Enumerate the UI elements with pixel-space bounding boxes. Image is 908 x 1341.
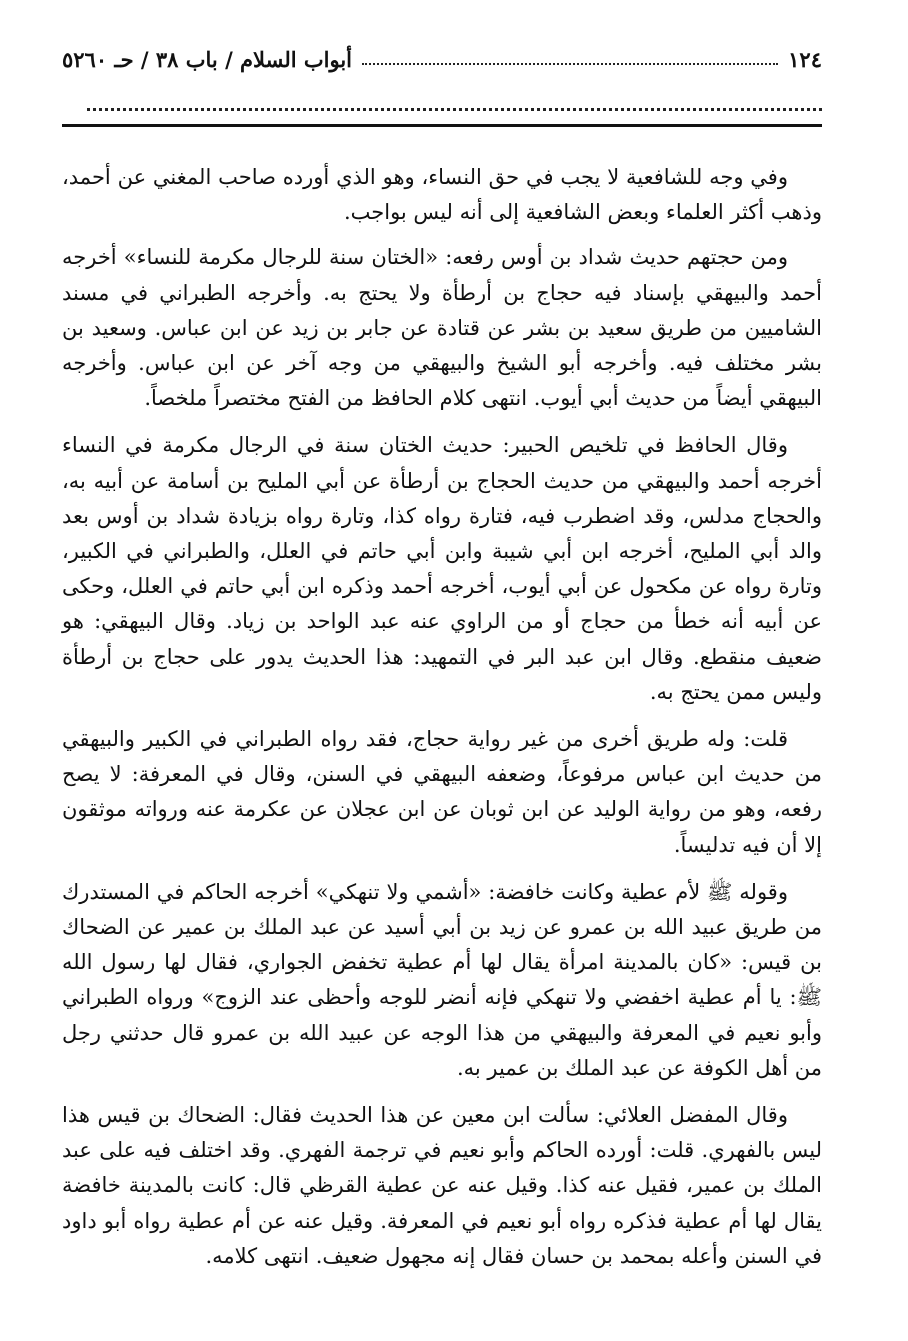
paragraph: وقال الحافظ في تلخيص الحبير: حديث الختان سنة في الرجال مكرمة في النساء أخرجه أحمد والبيهقي من حديث الحجاج بن أرطأة عن أبي المليح بن أسامة عن أبيه به، والحجاج مدلس، وقد اضطرب فيه، فتارة رواه كذا، وتارة رواه بزيادة شداد بن أوس بعد والد أبي المليح، أخرجه ابن أبي شيبة وابن أبي حاتم في العلل، والطبراني في الكبير، وتارة رواه عن مكحول عن أبي أيوب، أخرجه أحمد وذكره ابن أبي حاتم في العلل، وحكى عن أبيه أنه خطأ من حجاج أو من الراوي عنه عبد الواحد بن زياد. وقال البيهقي: هو ضعيف منقطع. وقال ابن عبد البر في التمهيد: هذا الحديث يدور على حجاج بن أرطأة وليس ممن يحتج به.: [62, 433, 822, 704]
running-header: [62, 40, 822, 80]
header-dot-leader: [362, 53, 778, 65]
paragraph: قلت: وله طريق أخرى من غير رواية حجاج، فقد رواه الطبراني في الكبير والبيهقي من حديث ابن عباس مرفوعاً، وضعفه البيهقي في السنن، وقال في المعرفة: لا يصح رفعه، وهو من رواية الوليد عن ابن ثوبان عن ابن عجلان عن عكرمة عنه ورواته موثقون إلا أن فيه تدليساً.: [62, 727, 822, 857]
paragraph: وفي وجه للشافعية لا يجب في حق النساء، وهو الذي أورده صاحب المغني عن أحمد، وذهب أكثر العلماء وبعض الشافعية إلى أنه ليس بواجب.: [62, 165, 822, 225]
paragraph: وقوله ﷺ لأم عطية وكانت خافضة: «أشمي ولا تنهكي» أخرجه الحاكم في المستدرك من طريق عبيد الله بن عمرو عن زيد بن أبي أسيد عن عبد الملك بن عمير عن الضحاك بن قيس: «كان بالمدينة امرأة يقال لها أم عطية تخفض الجواري، فقال لها رسول الله ﷺ: يا أم عطية اخفضي ولا تنهكي فإنه أنضر للوجه وأحظى عند الزوج» ورواه الطبراني وأبو نعيم في المعرفة والبيهقي من هذا الوجه عن عبيد الله بن عمرو قال حدثني رجل من أهل الكوفة عن عبد الملك بن عمير به.: [62, 879, 822, 1080]
header-page-number: ١٢٤: [788, 46, 822, 72]
header-rule: [62, 124, 822, 127]
page-body: [62, 160, 822, 1286]
header-running-title: أبواب السلام / باب ٣٨ / حـ ٥٢٦٠: [62, 46, 352, 72]
book-page: [62, 40, 822, 1310]
header-line: [62, 40, 822, 78]
paragraph: وقال المفضل العلائي: سألت ابن معين عن هذا الحديث فقال: الضحاك بن قيس هذا ليس بالفهري. قلت: أورده الحاكم وأبو نعيم في ترجمة الفهري. وقد اختلف فيه على عبد الملك بن عمير، فقيل عنه كذا. وقيل عنه عن عطية القرظي قال: كانت بالمدينة خافضة يقال لها أم عطية فذكره رواه أبو نعيم في المعرفة. وقيل عنه عن أم عطية رواه أبو داود في السنن وأعله بمحمد بن حسان فقال إنه مجهول ضعيف. انتهى كلامه.: [62, 1103, 822, 1268]
dotted-separator: [87, 100, 822, 111]
paragraph: ومن حجتهم حديث شداد بن أوس رفعه: «الختان سنة للرجال مكرمة للنساء» أخرجه أحمد والبيهقي بإسناد فيه حجاج بن أرطأة ولا يحتج به. وأخرجه الطبراني في مسند الشاميين من طريق سعيد بن بشر عن قتادة عن جابر بن زيد عن ابن عباس. وسعيد بن بشر مختلف فيه. وأخرجه أبو الشيخ والبيهقي من وجه آخر عن ابن عباس. وأخرجه البيهقي أيضاً من حديث أبي أيوب. انتهى كلام الحافظ من الفتح مختصراً ملخصاً.: [62, 245, 822, 411]
